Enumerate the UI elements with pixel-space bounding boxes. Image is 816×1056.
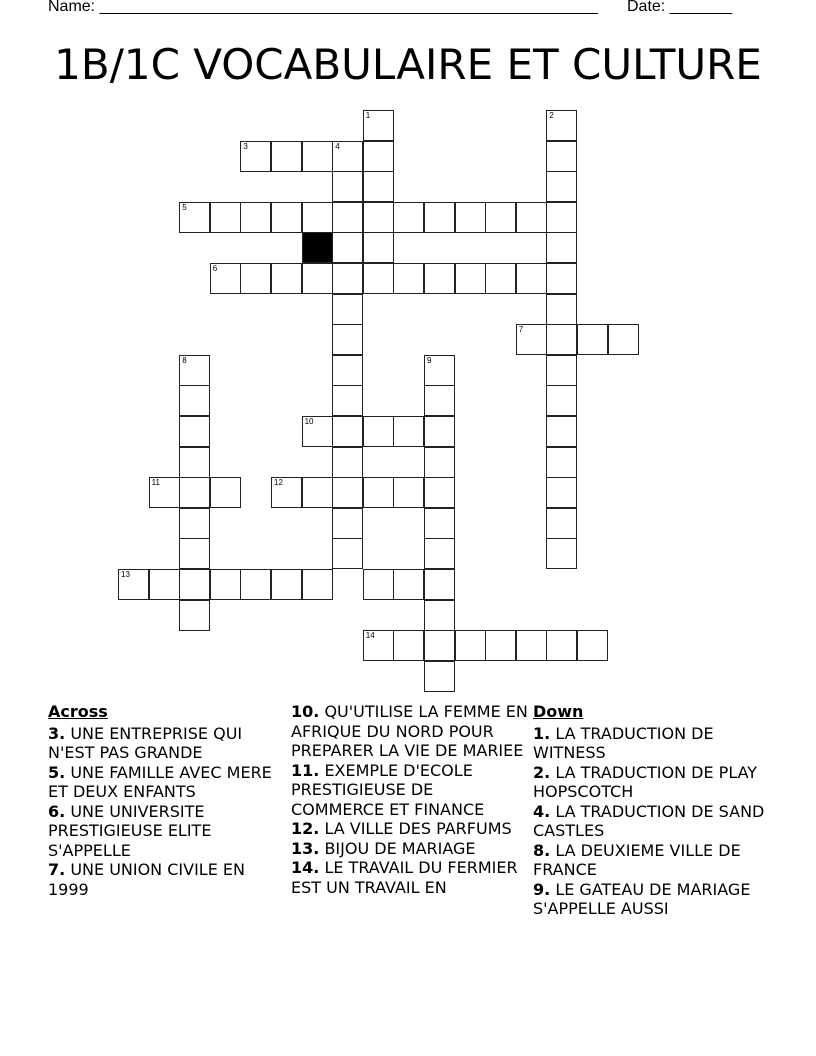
grid-cell[interactable] <box>332 263 363 294</box>
grid-cell[interactable] <box>363 202 394 233</box>
grid-cell-5[interactable] <box>179 202 210 233</box>
grid-cell[interactable] <box>546 508 577 539</box>
clue-number-label: 4 <box>335 141 340 151</box>
down-clue-9 <box>533 880 773 919</box>
grid-cell[interactable] <box>393 263 424 294</box>
grid-cell[interactable] <box>546 141 577 172</box>
grid-cell-13[interactable] <box>118 569 149 600</box>
across-clue-5 <box>48 763 280 802</box>
grid-cell-11[interactable] <box>149 477 180 508</box>
grid-cell[interactable] <box>363 569 394 600</box>
clue-number: 11. <box>291 760 320 780</box>
across-clue-12 <box>291 819 531 839</box>
grid-cell[interactable] <box>302 202 333 233</box>
clue-number: 6. <box>48 801 66 821</box>
clue-number-label: 2 <box>549 111 554 120</box>
grid-cell[interactable] <box>424 202 455 233</box>
across-clues-column <box>48 702 280 899</box>
date-field-label: Date: _______ <box>627 0 732 15</box>
grid-cell[interactable] <box>424 263 455 294</box>
clue-number-label: 13 <box>121 570 130 579</box>
grid-cell[interactable] <box>485 202 516 233</box>
across-clue-14 <box>291 858 531 897</box>
grid-cell[interactable] <box>179 600 210 631</box>
grid-cell[interactable] <box>271 141 302 172</box>
grid-cell[interactable] <box>424 416 455 447</box>
grid-cell[interactable] <box>332 294 363 325</box>
grid-cell[interactable] <box>546 630 577 661</box>
grid-cell[interactable] <box>546 232 577 263</box>
down-clue-2 <box>533 763 773 802</box>
down-heading: Down <box>533 702 584 721</box>
grid-cell[interactable] <box>332 538 363 569</box>
clue-text: UNE UNION CIVILE EN 1999 <box>48 860 245 899</box>
clue-text: LE GATEAU DE MARIAGE S'APPELLE AUSSI <box>533 879 751 918</box>
clue-number-label: 8 <box>182 355 187 365</box>
grid-cell[interactable] <box>332 202 363 233</box>
grid-cell[interactable] <box>485 630 516 661</box>
across-clues-column-continued <box>291 702 531 897</box>
grid-cell[interactable] <box>179 477 210 508</box>
down-clue-8 <box>533 841 773 880</box>
grid-cell[interactable] <box>210 202 241 233</box>
grid-cell[interactable] <box>240 569 271 600</box>
clue-number: 9. <box>533 879 551 899</box>
grid-cell[interactable] <box>332 477 363 508</box>
grid-cell-12[interactable] <box>271 477 302 508</box>
grid-cell[interactable] <box>271 569 302 600</box>
across-clue-13 <box>291 839 531 859</box>
page-title: 1B/1C VOCABULAIRE ET CULTURE <box>54 40 762 89</box>
grid-cell[interactable] <box>332 171 363 202</box>
grid-cell[interactable] <box>363 263 394 294</box>
clue-text: BIJOU DE MARIAGE <box>324 838 476 858</box>
grid-cell[interactable] <box>546 324 577 355</box>
grid-cell[interactable] <box>179 569 210 600</box>
clue-text: UNE FAMILLE AVEC MERE ET DEUX ENFANTS <box>48 762 272 801</box>
clue-number: 3. <box>48 723 66 743</box>
grid-cell[interactable] <box>302 141 333 172</box>
grid-cell[interactable] <box>210 569 241 600</box>
grid-cell[interactable] <box>302 569 333 600</box>
grid-cell[interactable] <box>363 416 394 447</box>
down-clue-4 <box>533 802 773 841</box>
clue-number-label: 1 <box>365 111 371 120</box>
grid-cell[interactable] <box>332 385 363 416</box>
clue-number-label: 9 <box>427 355 432 365</box>
grid-cell[interactable] <box>455 202 486 233</box>
clue-number: 10. <box>291 702 320 721</box>
grid-cell-9[interactable] <box>424 355 455 386</box>
grid-cell[interactable] <box>179 538 210 569</box>
clue-number-label: 11 <box>151 478 160 488</box>
clue-text: UNE ENTREPRISE QUI N'EST PAS GRANDE <box>48 723 243 762</box>
clue-number: 5. <box>48 762 66 782</box>
grid-cell[interactable] <box>271 202 302 233</box>
grid-cell[interactable] <box>546 416 577 447</box>
grid-cell[interactable] <box>332 355 363 386</box>
grid-cell[interactable] <box>546 538 577 569</box>
grid-cell[interactable] <box>179 508 210 539</box>
grid-cell[interactable] <box>363 141 394 172</box>
grid-cell[interactable] <box>546 263 577 294</box>
grid-cell[interactable] <box>302 263 333 294</box>
grid-cell[interactable] <box>546 385 577 416</box>
grid-cell[interactable] <box>240 263 271 294</box>
grid-cell[interactable] <box>516 263 547 294</box>
grid-cell[interactable] <box>577 324 608 355</box>
grid-cell-10[interactable] <box>302 416 333 447</box>
clue-number-label: 7 <box>518 325 524 335</box>
grid-cell[interactable] <box>424 600 455 631</box>
grid-cell-1[interactable] <box>363 110 394 141</box>
grid-cell[interactable] <box>424 569 455 600</box>
clue-number: 2. <box>533 762 551 782</box>
clue-text: UNE UNIVERSITE PRESTIGIEUSE ELITE S'APPELLE <box>48 801 212 860</box>
across-heading: Across <box>48 702 108 721</box>
clue-number-label: 6 <box>212 264 218 273</box>
grid-cell-3[interactable] <box>240 141 271 172</box>
grid-cell[interactable] <box>332 508 363 539</box>
grid-cell[interactable] <box>424 447 455 478</box>
grid-cell[interactable] <box>546 202 577 233</box>
grid-cell[interactable] <box>240 202 271 233</box>
clue-text: LA TRADUCTION DE WITNESS <box>533 723 714 762</box>
grid-cell[interactable] <box>179 447 210 478</box>
grid-cell[interactable] <box>363 232 394 263</box>
grid-cell[interactable] <box>424 661 455 692</box>
down-clue-1 <box>533 724 773 763</box>
name-field-label: Name: ________________________________________________________ <box>48 0 598 15</box>
clue-number: 7. <box>48 860 66 879</box>
grid-cell[interactable] <box>516 202 547 233</box>
clue-number: 12. <box>291 819 320 838</box>
clue-text: QU'UTILISE LA FEMME EN AFRIQUE DU NORD POUR PREPARER LA VIE DE MARIEE <box>291 702 528 760</box>
clue-number: 4. <box>533 801 551 821</box>
grid-cell[interactable] <box>608 324 639 355</box>
clue-number-label: 3 <box>243 141 248 151</box>
grid-cell[interactable] <box>424 538 455 569</box>
grid-cell[interactable] <box>393 416 424 447</box>
grid-cell[interactable] <box>455 630 486 661</box>
grid-cell[interactable] <box>546 294 577 325</box>
grid-cell[interactable] <box>393 630 424 661</box>
grid-cell-6[interactable] <box>210 263 241 294</box>
clue-number: 14. <box>291 858 320 877</box>
grid-cell[interactable] <box>149 569 180 600</box>
clue-number-label: 5 <box>182 202 187 212</box>
grid-cell[interactable] <box>332 416 363 447</box>
grid-cell[interactable] <box>546 171 577 202</box>
grid-cell[interactable] <box>302 477 333 508</box>
grid-cell[interactable] <box>546 355 577 386</box>
grid-cell[interactable] <box>393 477 424 508</box>
grid-cell[interactable] <box>210 477 241 508</box>
grid-cell[interactable] <box>485 263 516 294</box>
grid-cell[interactable] <box>577 630 608 661</box>
grid-cell-14[interactable] <box>363 630 394 661</box>
grid-cell[interactable] <box>271 263 302 294</box>
across-clue-7 <box>48 860 280 899</box>
clue-text: LA TRADUCTION DE PLAY HOPSCOTCH <box>533 762 758 801</box>
grid-cell[interactable] <box>363 171 394 202</box>
clue-text: EXEMPLE D'ECOLE PRESTIGIEUSE DE COMMERCE ET FINANCE <box>291 760 485 819</box>
clue-number-label: 14 <box>365 631 375 641</box>
across-clue-6 <box>48 802 280 861</box>
across-clue-10 <box>291 702 531 761</box>
grid-cell[interactable] <box>332 232 363 263</box>
grid-cell[interactable] <box>393 569 424 600</box>
grid-cell[interactable] <box>332 447 363 478</box>
clue-number: 8. <box>533 840 551 860</box>
down-clues-column <box>533 702 773 919</box>
grid-cell-8[interactable] <box>179 355 210 386</box>
clue-text: LA DEUXIEME VILLE DE FRANCE <box>533 840 741 879</box>
clue-number-label: 10 <box>304 417 314 426</box>
grid-cell-2[interactable] <box>546 110 577 141</box>
grid-cell[interactable] <box>363 477 394 508</box>
clue-text: LA TRADUCTION DE SAND CASTLES <box>533 801 765 840</box>
grid-cell[interactable] <box>179 416 210 447</box>
clue-number-label: 12 <box>274 478 283 488</box>
grid-cell[interactable] <box>332 324 363 355</box>
grid-cell[interactable] <box>546 447 577 478</box>
grid-cell-7[interactable] <box>516 324 547 355</box>
clue-number: 13. <box>291 838 320 858</box>
across-clue-11 <box>291 761 531 820</box>
black-cell <box>302 232 333 263</box>
grid-cell[interactable] <box>424 508 455 539</box>
across-clue-3 <box>48 724 280 763</box>
grid-cell[interactable] <box>393 202 424 233</box>
grid-cell[interactable] <box>546 477 577 508</box>
clue-number: 1. <box>533 723 551 743</box>
clue-text: LE TRAVAIL DU FERMIER EST UN TRAVAIL EN <box>291 858 518 897</box>
clue-text: LA VILLE DES PARFUMS <box>324 819 512 838</box>
grid-cell[interactable] <box>424 630 455 661</box>
grid-cell-4[interactable] <box>332 141 363 172</box>
grid-cell[interactable] <box>516 630 547 661</box>
grid-cell[interactable] <box>455 263 486 294</box>
grid-cell[interactable] <box>424 385 455 416</box>
grid-cell[interactable] <box>179 385 210 416</box>
grid-cell[interactable] <box>424 477 455 508</box>
